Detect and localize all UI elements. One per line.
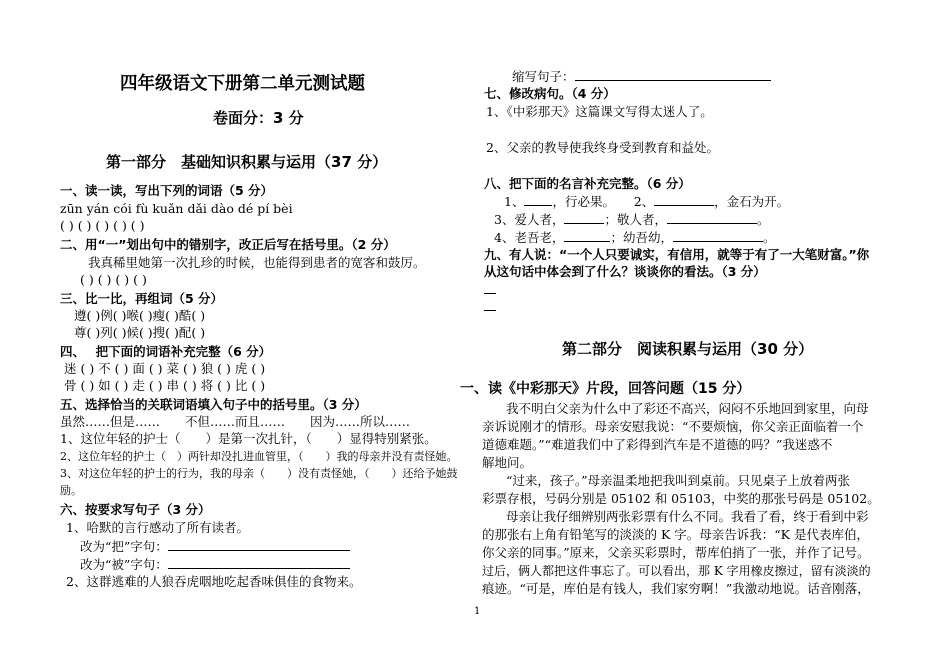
q8-3-end: 。 bbox=[756, 212, 770, 227]
q8-line-1 bbox=[504, 193, 789, 210]
q9-answer-line-2[interactable] bbox=[484, 310, 496, 311]
q5-sentence-2[interactable]: 2、这位年轻的护士（ ）两针却没扎进血管里，（ ）我的母亲并没有责怪她。 bbox=[60, 450, 458, 463]
q2-answer-boxes[interactable]: ( ) ( ) ( ) ( ) bbox=[80, 272, 147, 287]
passage-p2-line1: “过来，孩子。”母亲温柔地把我叫到桌前。只见桌子上放着两张 bbox=[506, 473, 851, 488]
total-score: 卷面分：3 分 bbox=[213, 109, 304, 127]
shrink-answer-line[interactable] bbox=[575, 68, 771, 81]
shrink-label: 缩写句子： bbox=[512, 69, 575, 84]
q3-heading: 三、比一比，再组词（5 分） bbox=[60, 291, 224, 306]
q8-1-num: 1、 bbox=[504, 194, 525, 209]
passage-p3-line5: 痕迹。“可是，库伯是有钱人，我们家穷啊！”我激动地说。话音刚落， bbox=[482, 581, 870, 596]
q1-heading: 一、读一读，写出下列的词语（5 分） bbox=[60, 183, 274, 198]
q7-sentence-2: 2、父亲的教导使我终身受到教育和益处。 bbox=[486, 140, 719, 155]
q4-row-1[interactable]: 迷 ( ) 不 ( ) 面 ( ) 菜 ( ) 狼 ( ) 虎 ( ) bbox=[64, 361, 266, 376]
q8-3-blank-2[interactable] bbox=[667, 211, 757, 224]
q5-heading: 五、选择恰当的关联词语填入句子中的括号里。（3 分） bbox=[60, 397, 367, 412]
q8-4-mid: ；幼吾幼， bbox=[610, 230, 673, 245]
q8-1-blank[interactable] bbox=[524, 193, 552, 206]
q6-ba-prompt bbox=[80, 538, 350, 555]
q8-4-start: 4、老吾老， bbox=[494, 230, 565, 245]
q6-bei-label: 改为“被”字句： bbox=[80, 557, 168, 572]
q8-1-mid: ，行必果。 2、 bbox=[552, 194, 655, 209]
exam-title: 四年级语文下册第二单元测试题 bbox=[120, 74, 365, 94]
shrink-sentence-prompt bbox=[512, 68, 771, 85]
q6-heading: 六、按要求写句子（3 分） bbox=[60, 502, 211, 517]
passage-p1-line3: 道德难题。”“难道我们中了彩得到汽车是不道德的吗？”我迷惑不 bbox=[482, 437, 833, 452]
reading-question-heading: 一、读《中彩那天》片段，回答问题（15 分） bbox=[460, 381, 751, 397]
q2-heading: 二、用“一”划出句中的错别字，改正后写在括号里。（2 分） bbox=[60, 237, 396, 252]
q7-heading: 七、修改病句。（4 分） bbox=[484, 86, 616, 101]
q8-2-end: ，金石为开。 bbox=[714, 194, 790, 209]
q3-row-2[interactable]: 尊( )列( )候( )搜( )配( ) bbox=[74, 325, 206, 340]
q8-2-blank[interactable] bbox=[654, 193, 714, 206]
q2-sentence: 我真稀里她第一次扎珍的时候，也能得到患者的宽客和鼓厉。 bbox=[88, 255, 426, 270]
q9-heading-cont: 从这句话中体会到了什么？谈谈你的看法。（3 分） bbox=[484, 264, 766, 279]
q6-sentence-2: 2、这群逃难的人狼吞虎咽地吃起香味俱佳的食物来。 bbox=[66, 574, 362, 589]
q9-answer-line-1[interactable] bbox=[484, 293, 496, 294]
q6-ba-answer-line[interactable] bbox=[168, 538, 350, 551]
q6-bei-prompt bbox=[80, 556, 350, 573]
passage-p1-line4: 解地问。 bbox=[482, 455, 533, 470]
q6-sentence-1: 1、哈默的言行感动了所有读者。 bbox=[66, 520, 249, 535]
q6-bei-answer-line[interactable] bbox=[168, 556, 350, 569]
passage-p2-line2: 彩票存根，号码分别是 05102 和 05103，中奖的那张号码是 05102。 bbox=[482, 491, 880, 506]
passage-p1-line1: 我不明白父亲为什么中了彩还不高兴，闷闷不乐地回到家里，向母 bbox=[506, 401, 869, 416]
q8-3-blank-1[interactable] bbox=[564, 211, 604, 224]
q8-4-blank-1[interactable] bbox=[564, 229, 610, 242]
q8-line-3 bbox=[494, 211, 769, 228]
q7-sentence-1: 1、《中彩那天》这篇课文写得太迷人了。 bbox=[486, 104, 713, 119]
q4-heading: 四、 把下面的词语补充完整（6 分） bbox=[60, 344, 272, 359]
q8-heading: 八、把下面的名言补充完整。（6 分） bbox=[484, 176, 691, 191]
page-number: 1 bbox=[474, 606, 481, 617]
q5-sentence-3[interactable]: 3、对这位年轻的护士的行为，我的母亲（ ）没有责怪她，（ ）还给予她鼓 bbox=[60, 467, 458, 480]
q8-4-end: 。 bbox=[762, 230, 776, 245]
q8-3-start: 3、爱人者， bbox=[494, 212, 565, 227]
q1-pinyin: zūn yán cói fù kuǎn dǎi dào dé pí bèi bbox=[60, 201, 293, 216]
q8-line-4 bbox=[494, 229, 775, 246]
q5-sentence-1[interactable]: 1、这位年轻的护士（ ）是第一次扎针，（ ）显得特别紧张。 bbox=[60, 431, 437, 446]
part2-heading: 第二部分 阅读积累与运用（30 分） bbox=[562, 340, 814, 358]
q5-options: 虽然……但是…… 不但……而且…… 因为……所以…… bbox=[60, 414, 411, 429]
q3-row-1[interactable]: 遵( )例( )喉( )瘦( )酷( ) bbox=[74, 308, 206, 323]
q4-row-2[interactable]: 骨 ( ) 如 ( ) 走 ( ) 串 ( ) 将 ( ) 比 ( ) bbox=[64, 378, 266, 393]
passage-p3-line4: 过后，俩人都把这件事忘了。可以看出，那 K 字用橡皮擦过，留有淡淡的 bbox=[482, 564, 871, 578]
q1-answer-boxes[interactable]: ( ) ( ) ( ) ( ) ( ) bbox=[60, 218, 145, 233]
q9-heading: 九、有人说：“一个人只要诚实，有信用，就等于有了一大笔财富。”你 bbox=[484, 247, 870, 262]
q5-sentence-3-cont: 励。 bbox=[60, 484, 82, 497]
passage-p3-line3: 你父亲的同事。”原来，父亲买彩票时，帮库伯捎了一张，并作了记号。 bbox=[482, 545, 870, 560]
q8-4-blank-2[interactable] bbox=[673, 229, 763, 242]
q6-ba-label: 改为“把”字句： bbox=[80, 539, 168, 554]
passage-p1-line2: 亲诉说刚才的情形。母亲安慰我说：“不要烦恼，你父亲正面临着一个 bbox=[482, 419, 864, 434]
q8-3-mid: ；敬人者， bbox=[604, 212, 667, 227]
part1-heading: 第一部分 基础知识积累与运用（37 分） bbox=[106, 153, 388, 171]
passage-p3-line2: 的那张右上角有铅笔写的淡淡的 K 字。母亲告诉我：“K 是代表库伯， bbox=[482, 527, 869, 542]
passage-p3-line1: 母亲让我仔细辨别两张彩票有什么不同。我看了看，终于看到中彩 bbox=[506, 509, 869, 524]
